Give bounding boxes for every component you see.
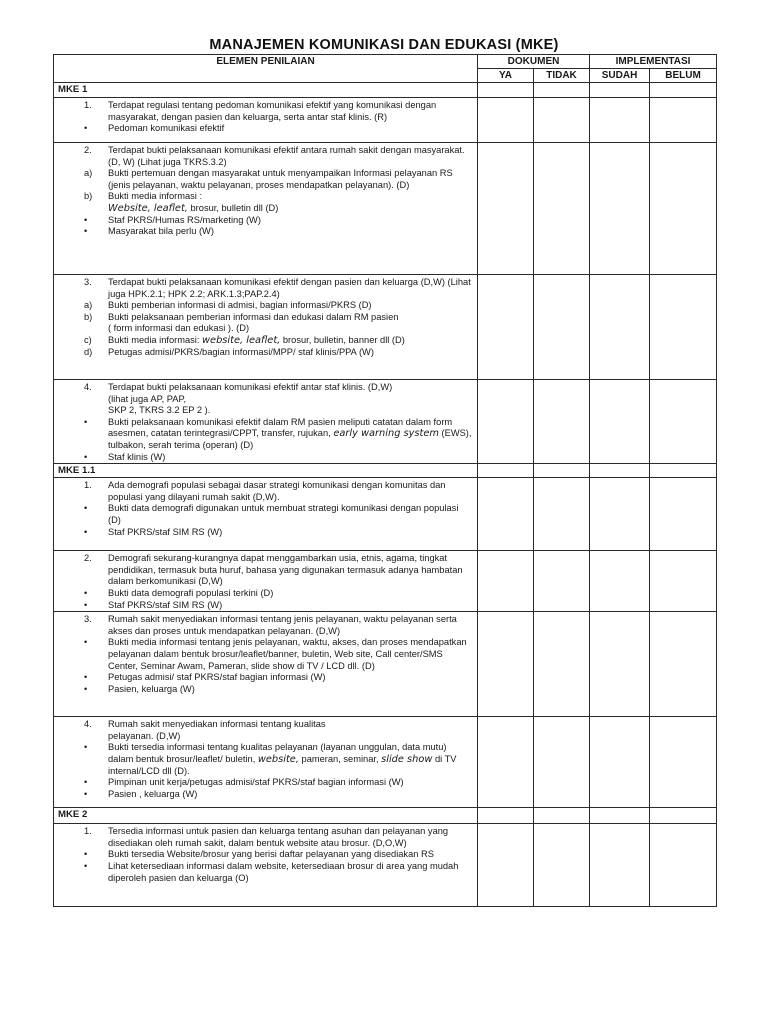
list-marker: b) bbox=[84, 311, 93, 322]
list-item-text bbox=[108, 503, 473, 526]
list-item bbox=[58, 277, 473, 300]
list-item-text bbox=[108, 826, 473, 849]
section-belum-cell[interactable] bbox=[650, 464, 717, 478]
list-marker: d) bbox=[84, 346, 93, 357]
text-part: Bukti tersedia Website/brosur yang berisi daftar pelayanan yang disediakan RS bbox=[108, 849, 434, 860]
list-marker: b) bbox=[84, 191, 93, 202]
bullet-icon: • bbox=[84, 788, 88, 799]
list-marker: 4. bbox=[84, 382, 92, 392]
list-item-text bbox=[108, 452, 473, 464]
list-marker: 1. bbox=[84, 826, 92, 837]
list-item bbox=[58, 719, 473, 731]
italic-term: slide show bbox=[381, 753, 433, 765]
list-item bbox=[58, 684, 473, 696]
list-item bbox=[58, 588, 473, 600]
header-tidak: TIDAK bbox=[534, 69, 590, 83]
item-tidak-cell[interactable] bbox=[534, 717, 590, 808]
text-part: Bukti data demografi populasi terkini (D) bbox=[108, 587, 274, 598]
table-row bbox=[54, 612, 717, 717]
list-item-text bbox=[108, 777, 473, 789]
list-item bbox=[58, 168, 473, 191]
list-marker: 1. bbox=[84, 480, 92, 491]
list-item-text bbox=[108, 849, 473, 861]
section-label: MKE 2 bbox=[54, 808, 478, 824]
section-label: MKE 1.1 bbox=[54, 464, 478, 478]
list-item bbox=[58, 203, 473, 215]
section-tidak-cell[interactable] bbox=[534, 464, 590, 478]
element-description bbox=[54, 824, 478, 907]
item-tidak-cell[interactable] bbox=[534, 275, 590, 380]
text-part: pelayanan. (D,W) bbox=[108, 730, 181, 741]
list-item-text bbox=[108, 215, 473, 227]
item-sudah-cell[interactable] bbox=[590, 717, 650, 808]
item-belum-cell[interactable] bbox=[650, 478, 717, 551]
text-part: Staf PKRS/Humas RS/marketing (W) bbox=[108, 214, 261, 225]
text-part: Pimpinan unit kerja/petugas admisi/staf PKRS/staf bagian informasi (W) bbox=[108, 777, 404, 788]
list-item-text bbox=[108, 145, 473, 168]
table-row bbox=[54, 380, 717, 464]
bullet-icon: • bbox=[84, 777, 88, 788]
section-tidak-cell[interactable] bbox=[534, 808, 590, 824]
text-part: Bukti media informasi tentang jenis pelayanan, waktu, akses, dan proses mendapatkan pelayanan dalam bentuk brosur/leaflet/banner, buletin, Web site, Call center/SMS Center, Seminar Awam, Pameran, slide show di TV / LCD dll. (D) bbox=[108, 637, 467, 671]
text-part: ( form informasi dan edukasi ). (D) bbox=[108, 323, 250, 334]
list-item-text bbox=[108, 347, 473, 359]
list-item bbox=[58, 527, 473, 539]
section-belum-cell[interactable] bbox=[650, 83, 717, 98]
section-sudah-cell[interactable] bbox=[590, 464, 650, 478]
text-part: SKP 2, TKRS 3.2 EP 2 ). bbox=[108, 405, 211, 416]
list-item-text bbox=[108, 672, 473, 684]
list-item-text bbox=[108, 405, 473, 417]
list-marker: 4. bbox=[84, 719, 92, 730]
text-part: Pasien, keluarga (W) bbox=[108, 683, 195, 694]
item-sudah-cell[interactable] bbox=[590, 98, 650, 143]
item-belum-cell[interactable] bbox=[650, 380, 717, 464]
bullet-icon: • bbox=[84, 672, 88, 683]
list-item-text bbox=[108, 100, 473, 123]
bullet-icon: • bbox=[84, 451, 88, 462]
list-item-text bbox=[108, 168, 473, 191]
list-item bbox=[58, 312, 473, 324]
text-part: Masyarakat bila perlu (W) bbox=[108, 226, 214, 237]
list-item bbox=[58, 849, 473, 861]
item-sudah-cell[interactable] bbox=[590, 275, 650, 380]
bullet-icon: • bbox=[84, 849, 88, 860]
item-ya-cell[interactable] bbox=[478, 717, 534, 808]
list-marker: a) bbox=[84, 168, 93, 179]
list-item bbox=[58, 480, 473, 503]
item-belum-cell[interactable] bbox=[650, 717, 717, 808]
list-item-text bbox=[108, 742, 473, 777]
element-description bbox=[54, 551, 478, 612]
list-item bbox=[58, 394, 473, 406]
list-item-text bbox=[108, 323, 473, 335]
text-part: Bukti tersedia informasi tentang kualitas pelayanan (layanan unggulan, data mutu) dalam bentuk brosur/leaflet/ buletin, bbox=[108, 742, 447, 764]
item-belum-cell[interactable] bbox=[650, 98, 717, 143]
list-marker: 2. bbox=[84, 553, 92, 564]
header-belum: BELUM bbox=[650, 69, 717, 83]
element-description bbox=[54, 275, 478, 380]
bullet-icon: • bbox=[84, 123, 88, 134]
text-part: Petugas admisi/PKRS/bagian informasi/MPP/ staf klinis/PPA (W) bbox=[108, 346, 374, 357]
list-item bbox=[58, 123, 473, 135]
section-tidak-cell[interactable] bbox=[534, 83, 590, 98]
list-item-text bbox=[108, 277, 473, 300]
list-item bbox=[58, 861, 473, 884]
bullet-icon: • bbox=[84, 599, 88, 610]
bullet-icon: • bbox=[84, 526, 88, 537]
list-item bbox=[58, 300, 473, 312]
item-sudah-cell[interactable] bbox=[590, 551, 650, 612]
list-item-text bbox=[108, 684, 473, 696]
list-item-text bbox=[108, 226, 473, 238]
list-item-text bbox=[108, 394, 473, 406]
item-tidak-cell[interactable] bbox=[534, 380, 590, 464]
item-sudah-cell[interactable] bbox=[590, 380, 650, 464]
text-part: Terdapat bukti pelaksanaan komunikasi efektif antar staf klinis. (D,W) bbox=[108, 382, 393, 392]
item-belum-cell[interactable] bbox=[650, 275, 717, 380]
text-part: Bukti media informasi : bbox=[108, 191, 203, 202]
item-sudah-cell[interactable] bbox=[590, 612, 650, 717]
list-item bbox=[58, 777, 473, 789]
list-item-text bbox=[108, 417, 473, 452]
item-ya-cell[interactable] bbox=[478, 612, 534, 717]
text-part: Bukti pelaksanaan komunikasi efektif dalam RM pasien meliputi catatan dalam form asesmen, catatan terintegrasi/CPPT, transfer, rujukan, bbox=[108, 416, 453, 439]
bullet-icon: • bbox=[84, 226, 88, 237]
list-item-text bbox=[108, 614, 473, 637]
element-description bbox=[54, 717, 478, 808]
text-part: Bukti pelaksanaan pemberian informasi dan edukasi dalam RM pasien bbox=[108, 311, 399, 322]
list-item-text bbox=[108, 637, 473, 672]
bullet-icon: • bbox=[84, 587, 88, 598]
item-tidak-cell[interactable] bbox=[534, 612, 590, 717]
list-item-text bbox=[108, 527, 473, 539]
table-row bbox=[54, 275, 717, 380]
section-ya-cell[interactable] bbox=[478, 464, 534, 478]
list-item bbox=[58, 417, 473, 452]
item-belum-cell[interactable] bbox=[650, 612, 717, 717]
list-item bbox=[58, 382, 473, 394]
list-item-text bbox=[108, 300, 473, 312]
bullet-icon: • bbox=[84, 637, 88, 648]
italic-term: Website, leaflet, bbox=[108, 202, 188, 214]
list-item bbox=[58, 637, 473, 672]
list-item bbox=[58, 600, 473, 612]
list-item bbox=[58, 191, 473, 203]
text-part: Tersedia informasi untuk pasien dan keluarga tentang asuhan dan pelayanan yang disediakan oleh rumah sakit, dalam bentuk website atau brosur. (D,O,W) bbox=[108, 826, 449, 848]
section-sudah-cell[interactable] bbox=[590, 83, 650, 98]
list-item bbox=[58, 789, 473, 801]
list-marker: a) bbox=[84, 300, 93, 311]
list-marker: c) bbox=[84, 334, 92, 345]
list-item bbox=[58, 452, 473, 464]
header-sudah: SUDAH bbox=[590, 69, 650, 83]
item-belum-cell[interactable] bbox=[650, 824, 717, 907]
list-item bbox=[58, 742, 473, 777]
list-marker: 3. bbox=[84, 277, 92, 287]
item-tidak-cell[interactable] bbox=[534, 824, 590, 907]
table-row bbox=[54, 478, 717, 551]
header-dokumen: DOKUMEN bbox=[478, 55, 590, 69]
list-item bbox=[58, 405, 473, 417]
text-part: Bukti data demografi digunakan untuk membuat strategi komunikasi dengan populasi (D) bbox=[108, 503, 459, 525]
text-part: Rumah sakit menyediakan informasi tentang kualitas bbox=[108, 719, 326, 730]
item-sudah-cell[interactable] bbox=[590, 143, 650, 275]
text-part: Staf PKRS/staf SIM RS (W) bbox=[108, 526, 223, 537]
assessment-table bbox=[53, 54, 717, 907]
text-part: di TV internal/LCD dll (D). bbox=[108, 753, 457, 776]
item-sudah-cell[interactable] bbox=[590, 824, 650, 907]
text-part: Demografi sekurang-kurangnya dapat menggambarkan usia, etnis, agama, tingkat pendidikan, termasuk buta huruf, bahasa yang digunakan termasuk adanya hambatan dalam berkomunikasi (D,W) bbox=[108, 553, 463, 587]
section-sudah-cell[interactable] bbox=[590, 808, 650, 824]
italic-term: website, leaflet, bbox=[202, 334, 281, 346]
item-ya-cell[interactable] bbox=[478, 98, 534, 143]
text-part: brosur, bulletin dll (D) bbox=[187, 202, 279, 213]
list-item-text bbox=[108, 123, 473, 135]
text-part: Bukti media informasi: bbox=[108, 334, 203, 345]
list-item bbox=[58, 215, 473, 227]
bullet-icon: • bbox=[84, 683, 88, 694]
text-part: Staf PKRS/staf SIM RS (W) bbox=[108, 599, 223, 610]
section-ya-cell[interactable] bbox=[478, 808, 534, 824]
element-description bbox=[54, 612, 478, 717]
item-ya-cell[interactable] bbox=[478, 478, 534, 551]
text-part: Lihat ketersediaan informasi dalam website, ketersediaan brosur di area yang mudah diperoleh pasien dan keluarga (O) bbox=[108, 860, 459, 883]
bullet-icon: • bbox=[84, 214, 88, 225]
item-tidak-cell[interactable] bbox=[534, 143, 590, 275]
element-description bbox=[54, 98, 478, 143]
item-tidak-cell[interactable] bbox=[534, 98, 590, 143]
list-item-text bbox=[108, 191, 473, 203]
text-part: Pasien , keluarga (W) bbox=[108, 788, 198, 799]
text-part: (EWS), tulbakon, serah terima (operan) (D) bbox=[108, 428, 472, 450]
text-part: Rumah sakit menyediakan informasi tentang jenis pelayanan, waktu pelayanan serta akses dan proses untuk mendapatkan pelayanan. (D,W) bbox=[108, 614, 457, 636]
item-belum-cell[interactable] bbox=[650, 143, 717, 275]
text-part: Bukti pemberian informasi di admisi, bagian informasi/PKRS (D) bbox=[108, 300, 372, 311]
list-item bbox=[58, 226, 473, 238]
list-item-text bbox=[108, 553, 473, 588]
list-item bbox=[58, 503, 473, 526]
list-item bbox=[58, 323, 473, 335]
list-item bbox=[58, 347, 473, 359]
italic-term: website, bbox=[257, 753, 299, 765]
item-ya-cell[interactable] bbox=[478, 380, 534, 464]
list-marker: 1. bbox=[84, 100, 92, 110]
bullet-icon: • bbox=[84, 742, 88, 753]
text-part: brosur, bulletin, banner dll (D) bbox=[280, 334, 405, 345]
list-marker: 2. bbox=[84, 145, 92, 155]
text-part: (lihat juga AP, PAP, bbox=[108, 393, 187, 404]
text-part: Terdapat bukti pelaksanaan komunikasi efektif antara rumah sakit dengan masyarakat. (D, W) (Lihat juga TKRS.3.2) bbox=[108, 145, 465, 167]
bullet-icon: • bbox=[84, 416, 88, 427]
list-item-text bbox=[108, 600, 473, 612]
list-item-text bbox=[108, 203, 473, 215]
list-item bbox=[58, 614, 473, 637]
list-item bbox=[58, 335, 473, 347]
list-item-text bbox=[108, 719, 473, 731]
table-row bbox=[54, 824, 717, 907]
italic-term: early warning system bbox=[333, 428, 439, 440]
text-part: Petugas admisi/ staf PKRS/staf bagian informasi (W) bbox=[108, 672, 326, 683]
text-part: Staf klinis (W) bbox=[108, 451, 166, 462]
list-item-text bbox=[108, 731, 473, 743]
table-row bbox=[54, 143, 717, 275]
item-sudah-cell[interactable] bbox=[590, 478, 650, 551]
list-item-text bbox=[108, 861, 473, 884]
element-description bbox=[54, 478, 478, 551]
list-item-text bbox=[108, 789, 473, 801]
list-item bbox=[58, 731, 473, 743]
list-item bbox=[58, 672, 473, 684]
item-ya-cell[interactable] bbox=[478, 551, 534, 612]
list-item-text bbox=[108, 382, 473, 394]
list-item bbox=[58, 553, 473, 588]
list-item bbox=[58, 826, 473, 849]
table-row bbox=[54, 98, 717, 143]
section-label: MKE 1 bbox=[54, 83, 478, 98]
item-tidak-cell[interactable] bbox=[534, 551, 590, 612]
item-ya-cell[interactable] bbox=[478, 824, 534, 907]
section-belum-cell[interactable] bbox=[650, 808, 717, 824]
header-elemen-penilaian: ELEMEN PENILAIAN bbox=[54, 55, 478, 83]
table-row bbox=[54, 717, 717, 808]
header-implementasi: IMPLEMENTASI bbox=[590, 55, 717, 69]
list-marker: 3. bbox=[84, 614, 92, 625]
list-item-text bbox=[108, 335, 473, 347]
text-part: Ada demografi populasi sebagai dasar strategi komunikasi dengan komunitas dan populasi yang dilayani rumah sakit (D,W). bbox=[108, 480, 446, 502]
list-item-text bbox=[108, 480, 473, 503]
list-item bbox=[58, 145, 473, 168]
list-item-text bbox=[108, 312, 473, 324]
text-part: pameran, seminar, bbox=[298, 753, 382, 764]
header-ya: YA bbox=[478, 69, 534, 83]
bullet-icon: • bbox=[84, 503, 88, 514]
list-item bbox=[58, 100, 473, 123]
text-part: Terdapat regulasi tentang pedoman komunikasi efektif yang komunikasi dengan masyarakat, dengan pasien dan keluarga, serta antar staf klinis. (R) bbox=[108, 100, 437, 122]
item-ya-cell[interactable] bbox=[478, 275, 534, 380]
element-description bbox=[54, 380, 478, 464]
item-tidak-cell[interactable] bbox=[534, 478, 590, 551]
bullet-icon: • bbox=[84, 860, 88, 871]
element-description bbox=[54, 143, 478, 275]
list-item-text bbox=[108, 588, 473, 600]
document-title: MANAJEMEN KOMUNIKASI DAN EDUKASI (MKE) bbox=[209, 37, 559, 53]
item-ya-cell[interactable] bbox=[478, 143, 534, 275]
text-part: Pedoman komunikasi efektif bbox=[108, 123, 225, 134]
text-part: Bukti pertemuan dengan masyarakat untuk menyampaikan Informasi pelayanan RS (jenis pelayanan, waktu pelayanan, proses mendapatkan pelayanan). (D) bbox=[108, 168, 453, 190]
section-ya-cell[interactable] bbox=[478, 83, 534, 98]
text-part: Terdapat bukti pelaksanaan komunikasi efektif dengan pasien dan keluarga (D,W) (Lihat juga HPK.2.1; HPK 2.2; ARK.1.3;PAP.2.4) bbox=[108, 277, 471, 299]
item-belum-cell[interactable] bbox=[650, 551, 717, 612]
table-row bbox=[54, 551, 717, 612]
